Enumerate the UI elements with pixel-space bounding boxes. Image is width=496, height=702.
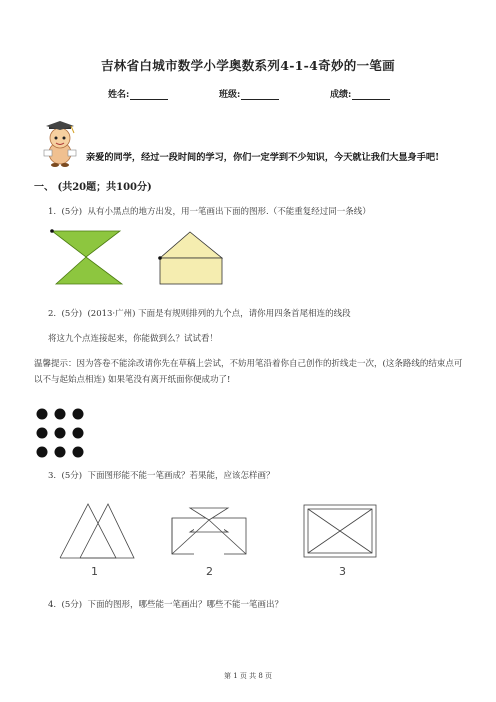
nine-dots-figure xyxy=(36,408,96,468)
greeting-text: 亲爱的同学，经过一段时间的学习，你们一定学到不少知识，今天就让我们大显身手吧! xyxy=(86,152,440,163)
name-field xyxy=(108,87,168,100)
house-figure xyxy=(158,228,228,288)
question-points: (5分) xyxy=(61,309,83,319)
score-blank xyxy=(352,90,390,100)
page-title: 吉林省白城市数学小学奥数系列4-1-4奇妙的一笔画 xyxy=(101,58,395,73)
question-number: 3. xyxy=(48,471,57,481)
question-text: 下面的图形，哪些能一笔画出？哪些不能一笔画出？ xyxy=(87,600,283,610)
name-blank xyxy=(130,90,168,100)
hourglass-figure xyxy=(50,228,130,288)
question-2 xyxy=(48,307,351,319)
question-points: (5分) xyxy=(61,471,83,481)
figure-label-3: 3 xyxy=(339,565,346,578)
class-blank xyxy=(241,90,279,100)
name-label: 姓名: xyxy=(108,90,130,100)
figure-label-2: 2 xyxy=(206,565,213,578)
question-2-line2: 将这九个点连接起来，你能做到么？试试看！ xyxy=(48,334,219,344)
question-text: 下面图形能不能一笔画成？若果能，应该怎样画？ xyxy=(87,471,275,481)
figure-label-1: 1 xyxy=(91,565,98,578)
rectangle-cross-figure xyxy=(302,503,382,563)
class-label: 班级: xyxy=(219,90,241,100)
question-text: (2013·广州) 下面是有规则排列的九个点，请你用四条首尾相连的线段 xyxy=(87,309,351,319)
question-2-hint: 温馨提示：因为答卷不能涂改请你先在草稿上尝试，不妨用笔沿着你自己创作的折线走一次，(这条路线的结束点可以不与起始点相连) 如果笔没有离开纸面你便成功了! xyxy=(34,359,463,385)
bowtie-figure xyxy=(170,506,250,556)
doctor-cartoon-icon xyxy=(38,120,82,168)
score-field xyxy=(330,87,390,100)
class-field xyxy=(219,87,279,100)
question-4 xyxy=(48,598,283,610)
question-points: (5分) xyxy=(61,600,83,610)
question-number: 4. xyxy=(48,600,57,610)
two-triangles-figure xyxy=(58,500,138,560)
page-footer: 第 1 页 共 8 页 xyxy=(223,672,273,680)
question-text: 从有小黑点的地方出发，用一笔画出下面的图形.（不能重复经过同一条线） xyxy=(87,207,371,217)
section-heading: 一、 (共20题；共100分) xyxy=(34,182,152,193)
question-3 xyxy=(48,469,275,481)
question-number: 1. xyxy=(48,207,57,217)
question-number: 2. xyxy=(48,309,57,319)
question-1 xyxy=(48,205,371,217)
score-label: 成绩: xyxy=(330,90,352,100)
question-points: (5分) xyxy=(61,207,83,217)
